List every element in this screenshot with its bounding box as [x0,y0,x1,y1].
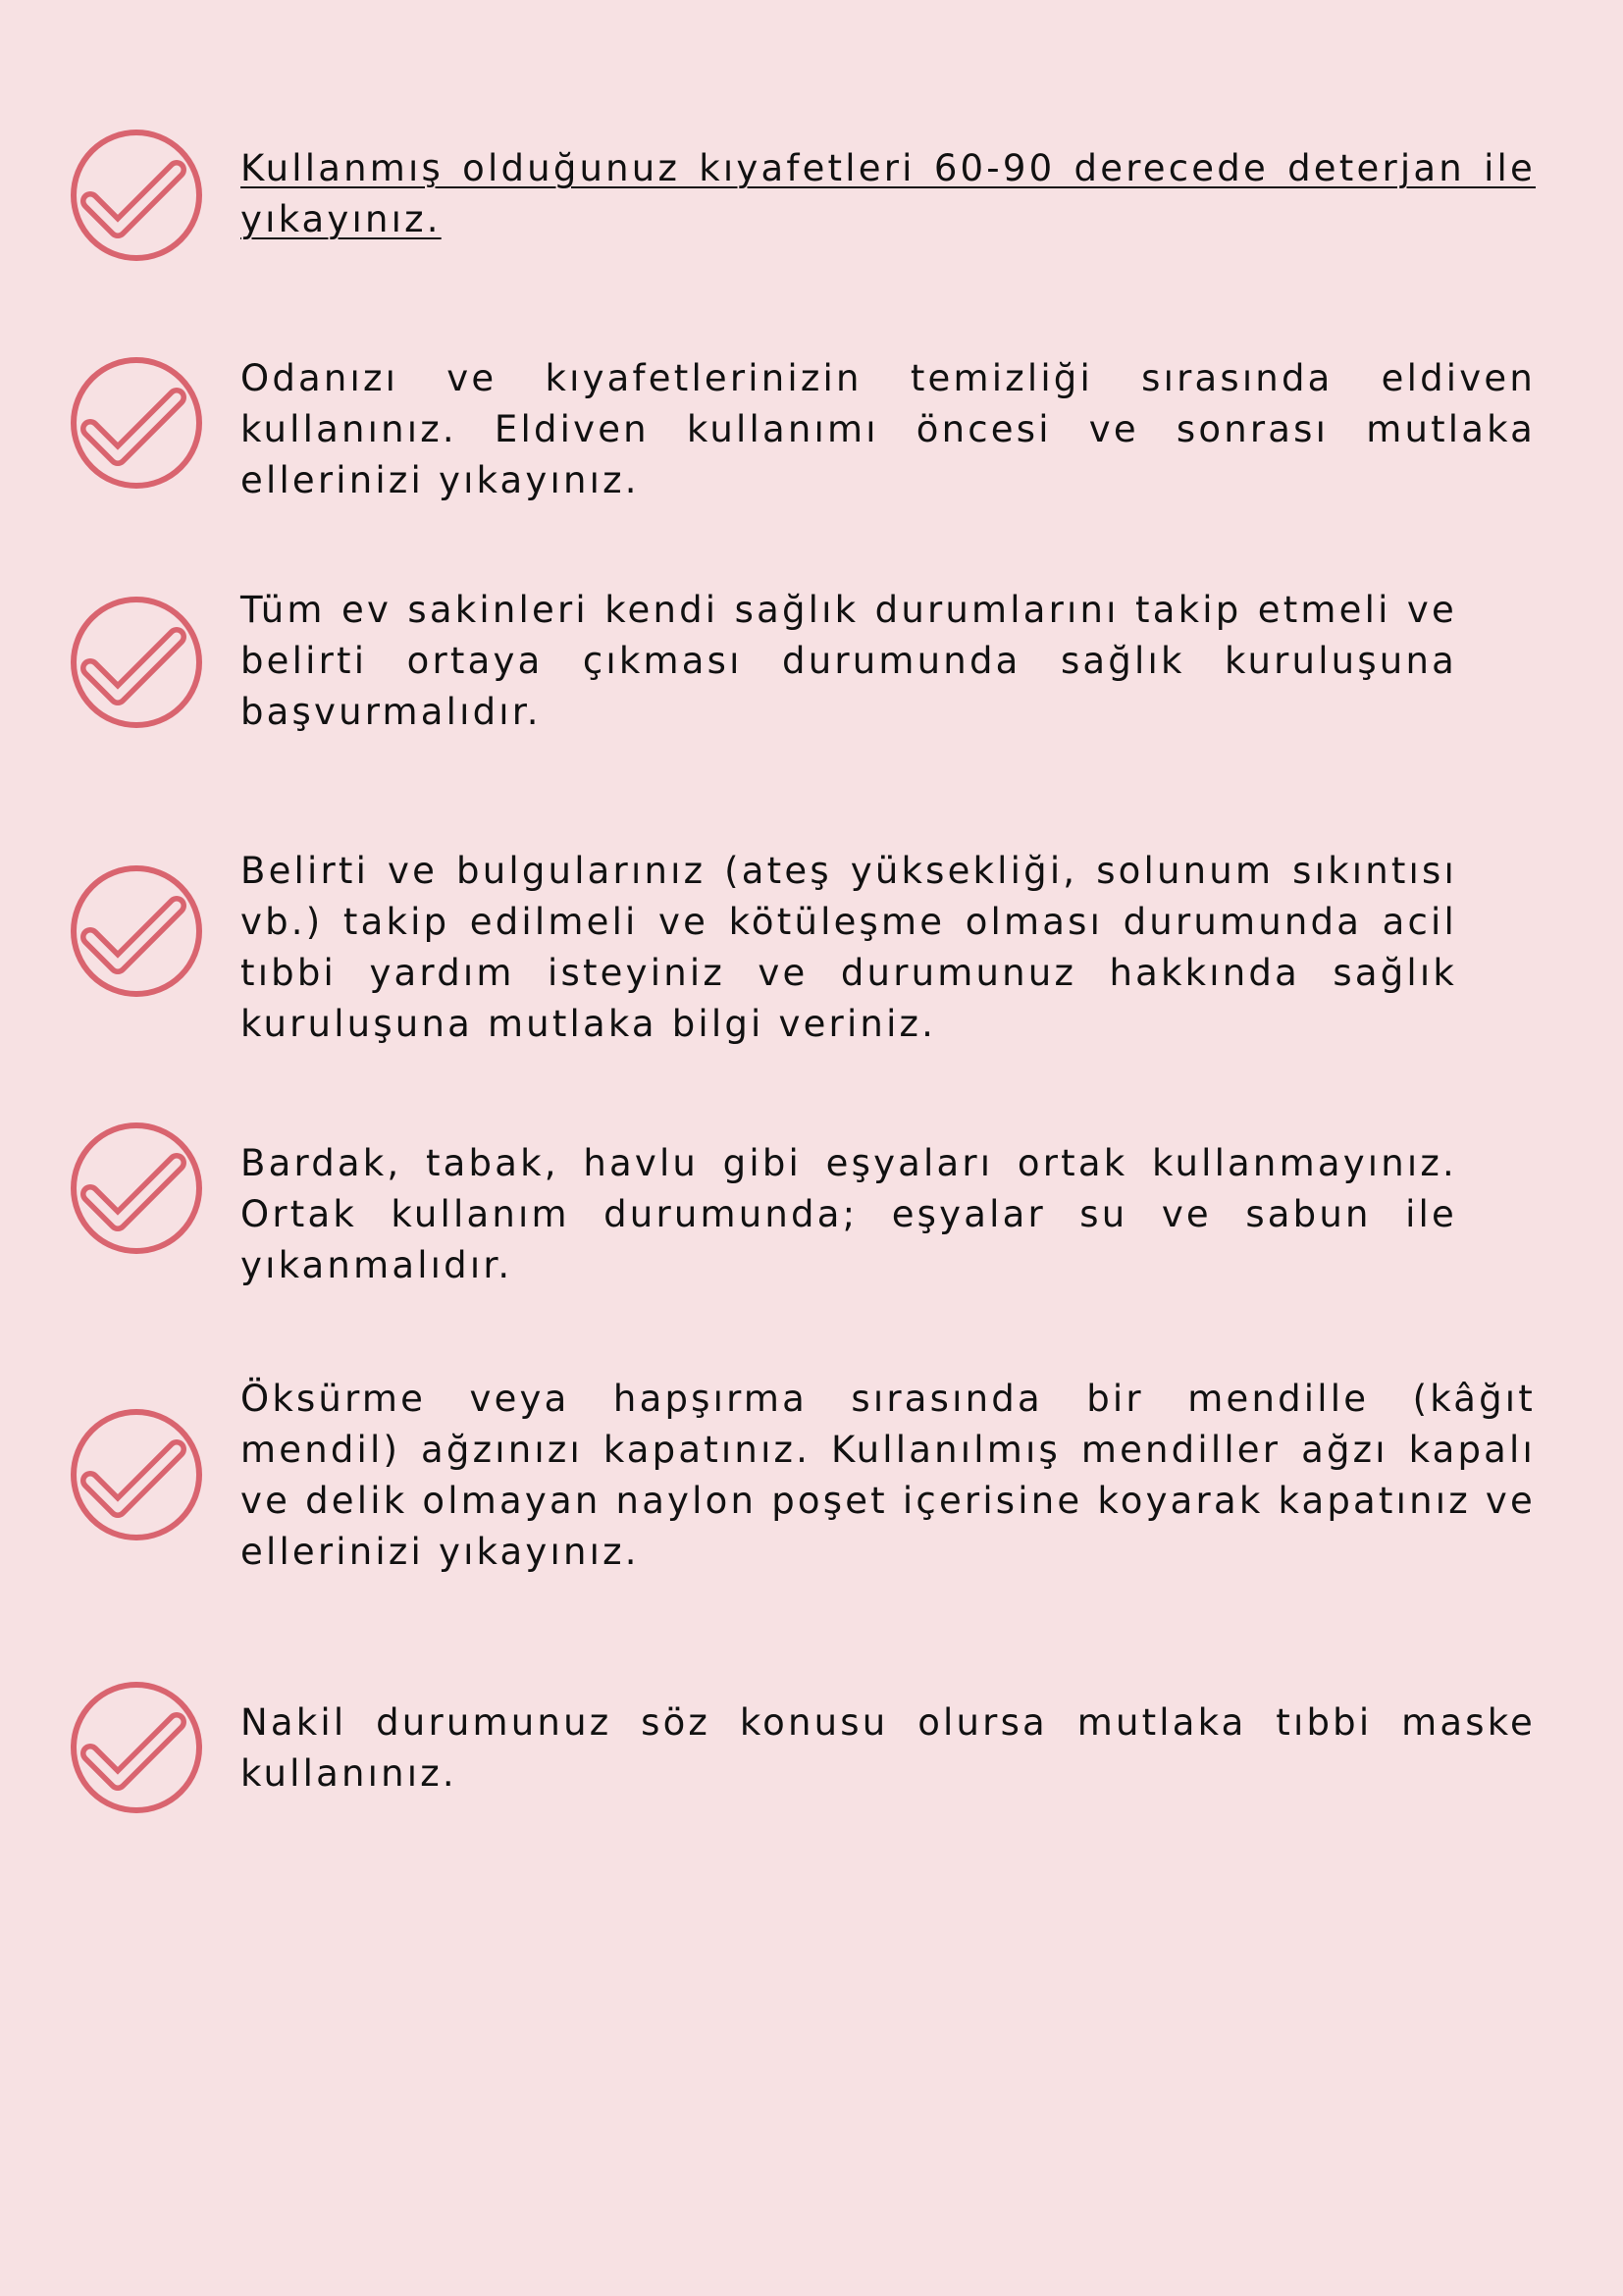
check-circle-icon [69,1121,204,1256]
checklist-item-text: Tüm ev sakinleri kendi sağlık durumlarını takip etmeli ve belirti ortaya çıkması durumunda sağlık kuruluşuna başvurmalıdır. [240,589,1457,733]
check-circle-icon [69,595,204,730]
checklist-item-text: Bardak, tabak, havlu gibi eşyaları ortak kullanmayınız. Ortak kullanım durumunda; eşyalar su ve sabun ile yıkanmalıdır. [240,1142,1457,1286]
check-circle-icon [69,128,204,263]
checklist-item-text: Nakil durumunuz söz konusu olursa mutlaka tıbbi maske kullanınız. [240,1701,1536,1795]
check-circle-icon [69,1407,204,1542]
check-circle-icon [69,1680,204,1815]
check-circle-icon [69,863,204,999]
checklist-item-text: Belirti ve bulgularınız (ateş yüksekliği, solunum sıkıntısı vb.) takip edilmeli ve kötüleşme olması durumunda acil tıbbi yardım isteyiniz ve durumunuz hakkında sağlık kuruluşuna mutlaka bilgi veriniz. [240,850,1457,1045]
check-circle-icon [69,355,204,491]
checklist-item-text: Kullanmış olduğunuz kıyafetleri 60-90 derecede deterjan ile yıkayınız. [240,147,1536,240]
checklist-item-text: Odanızı ve kıyafetlerinizin temizliği sırasında eldiven kullanınız. Eldiven kullanımı öncesi ve sonrası mutlaka ellerinizi yıkayınız. [240,357,1536,501]
checklist-item-text: Öksürme veya hapşırma sırasında bir mendille (kâğıt mendil) ağzınızı kapatınız. Kullanılmış mendiller ağzı kapalı ve delik olmayan naylon poşet içerisine koyarak kapatınız ve ellerinizi yıkayınız. [240,1378,1536,1573]
